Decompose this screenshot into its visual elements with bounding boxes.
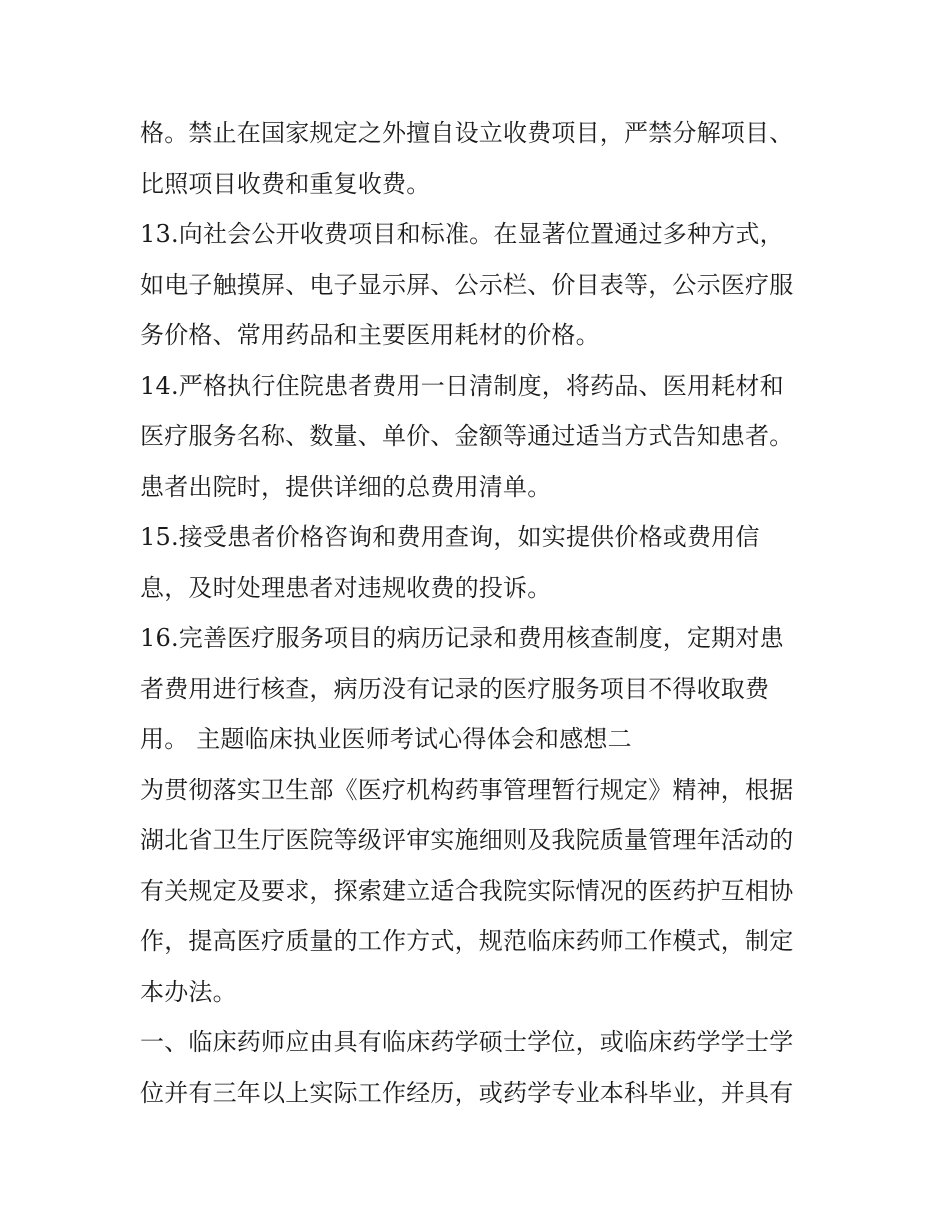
text-line: 格。禁止在国家规定之外擅自设立收费项目，严禁分解项目、 — [140, 119, 794, 147]
body-text — [140, 108, 830, 1118]
text-line: 者费用进行核查，病历没有记录的医疗服务项目不得收取费 — [140, 674, 770, 703]
text-line: 13.向社会公开收费项目和标准。在显著位置通过多种方式， — [140, 220, 784, 248]
text-line: 医疗服务名称、数量、单价、金额等通过适当方式告知患者。 — [140, 422, 794, 450]
text-line: 息，及时处理患者对违规收费的投诉。 — [140, 573, 552, 602]
text-line: 比照项目收费和重复收费。 — [140, 169, 431, 198]
text-line: 14.严格执行住院患者费用一日清制度，将药品、医用耗材和 — [140, 371, 784, 400]
text-line: 为贯彻落实卫生部《医疗机构药事管理暂行规定》精神，根据 — [140, 775, 794, 804]
text-line: 如电子触摸屏、电子显示屏、公示栏、价目表等，公示医疗服 — [140, 270, 794, 299]
text-line: 位并有三年以上实际工作经历，或药学专业本科毕业，并具有 — [140, 1078, 794, 1107]
text-line: 一、临床药师应由具有临床药学硕士学位，或临床药学学士学 — [140, 1028, 794, 1056]
text-line: 16.完善医疗服务项目的病历记录和费用核查制度，定期对患 — [140, 624, 784, 652]
text-line: 作，提高医疗质量的工作方式，规范临床药师工作模式，制定 — [140, 927, 794, 955]
text-line: 15.接受患者价格咨询和费用查询，如实提供价格或费用信 — [140, 523, 760, 551]
text-line: 务价格、常用药品和主要医用耗材的价格。 — [140, 321, 600, 349]
text-line: 用。 主题临床执业医师考试心得体会和感想二 — [140, 725, 632, 753]
text-line: 湖北省卫生厅医院等级评审实施细则及我院质量管理年活动的 — [140, 826, 794, 854]
text-line: 本办法。 — [140, 977, 237, 1006]
text-line: 患者出院时，提供详细的总费用清单。 — [140, 472, 552, 501]
text-line: 有关规定及要求，探索建立适合我院实际情况的医药护互相协 — [140, 876, 794, 905]
